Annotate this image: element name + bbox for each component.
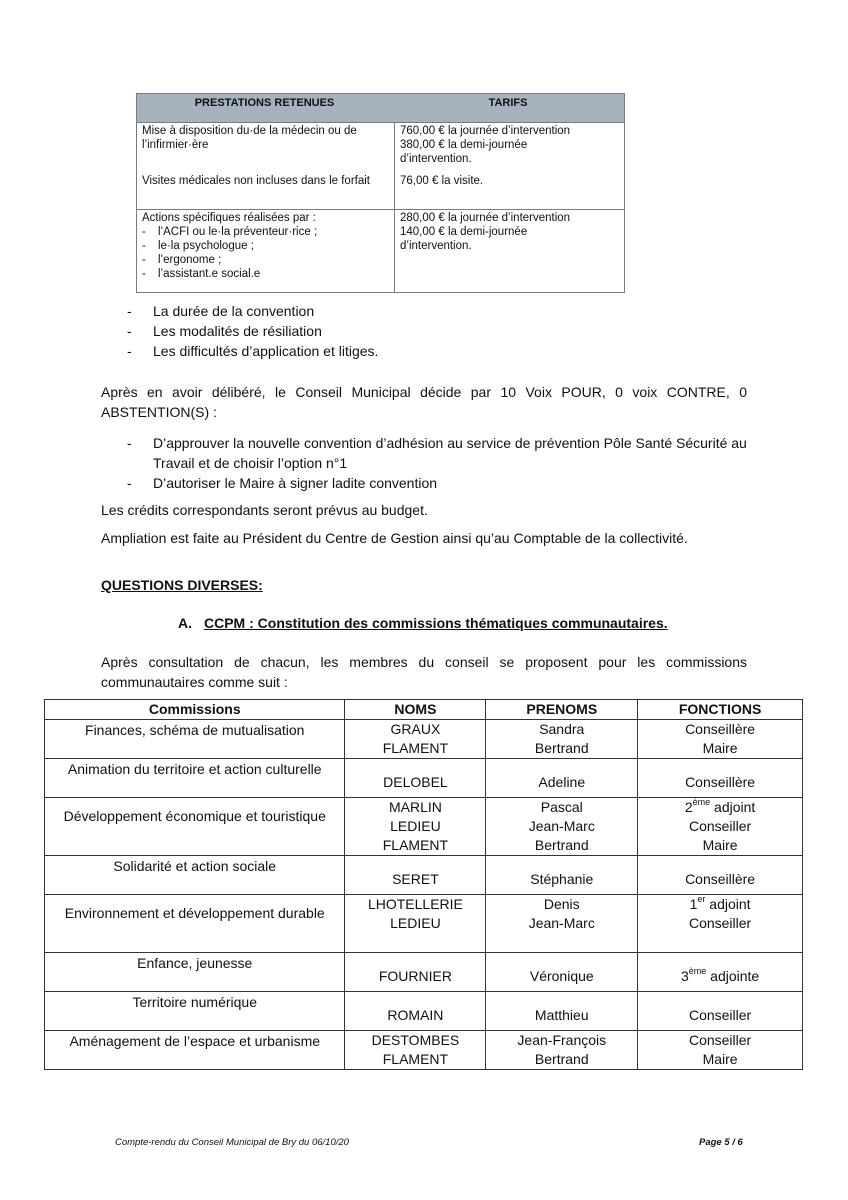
ampliation-text: Ampliation est faite au Président du Centre de Gestion ainsi qu’au Comptable de la collectivité. bbox=[101, 530, 688, 546]
noms-cell bbox=[345, 856, 486, 895]
commission-name: Développement économique et touristique bbox=[45, 798, 345, 856]
nom: DESTOMBES bbox=[371, 1032, 460, 1048]
list-item: - l’ergonome ; bbox=[156, 253, 391, 267]
list-item: La durée de la convention bbox=[153, 303, 315, 319]
credits-text: Les crédits correspondants seront prévus au budget. bbox=[101, 502, 428, 518]
fonctions-cell bbox=[638, 1031, 803, 1070]
table-row bbox=[45, 1031, 803, 1070]
fonctions-cell bbox=[638, 992, 803, 1031]
nom: SERET bbox=[392, 870, 439, 887]
nom: LEDIEU bbox=[390, 915, 441, 931]
nom: MARLIN bbox=[388, 799, 442, 815]
list-item: - l’assistant.e social.e bbox=[156, 267, 391, 281]
prenom: Jean-Marc bbox=[528, 818, 595, 834]
column-header: PRENOMS bbox=[486, 700, 638, 720]
tariff-value: 140,00 € la demi-journée d’intervention. bbox=[400, 226, 528, 252]
fonction: Conseillère bbox=[685, 773, 756, 790]
prenoms-cell bbox=[486, 992, 638, 1031]
nom: LEDIEU bbox=[390, 818, 441, 834]
nom: FLAMENT bbox=[382, 837, 449, 853]
commission-name: Territoire numérique bbox=[45, 992, 345, 1031]
tariff-value: 280,00 € la journée d’intervention bbox=[400, 212, 571, 224]
nom: FLAMENT bbox=[382, 1051, 449, 1067]
section-heading: QUESTIONS DIVERSES: bbox=[101, 577, 263, 593]
fonction: Conseiller bbox=[688, 818, 752, 834]
noms-cell bbox=[345, 759, 486, 798]
noms-cell bbox=[345, 953, 486, 992]
nom: LHOTELLERIE bbox=[367, 896, 463, 912]
prenom: Pascal bbox=[540, 799, 583, 815]
fonction: Conseillère bbox=[685, 721, 756, 737]
noms-cell bbox=[345, 798, 486, 856]
footer-title: Compte-rendu du Conseil Municipal de Bry du 06/10/20 bbox=[115, 1137, 349, 1148]
fonction: Conseiller bbox=[688, 1032, 752, 1048]
noms-cell bbox=[345, 895, 486, 953]
list-item: D’approuver la nouvelle convention d’adhésion au service de prévention Pôle Santé Sécurité au Travail et de choisir l’option n°1 bbox=[153, 435, 747, 471]
intro-text: Après consultation de chacun, les membres du conseil se proposent pour les commissions communautaires comme suit : bbox=[101, 654, 747, 690]
table-row bbox=[45, 720, 803, 759]
column-header: Commissions bbox=[45, 700, 345, 720]
prenom: Jean-François bbox=[517, 1032, 607, 1048]
noms-cell bbox=[345, 992, 486, 1031]
prenom: Véronique bbox=[529, 967, 594, 984]
prenom: Adeline bbox=[538, 773, 586, 790]
commission-name: Animation du territoire et action culturelle bbox=[45, 759, 345, 798]
noms-cell bbox=[345, 720, 486, 759]
commission-name: Solidarité et action sociale bbox=[45, 856, 345, 895]
column-header: NOMS bbox=[345, 700, 486, 720]
page-number: Page 5 / 6 bbox=[699, 1137, 743, 1148]
fonction: Conseiller bbox=[688, 915, 752, 931]
nom: ROMAIN bbox=[387, 1006, 444, 1023]
list-item: Les difficultés d’application et litiges. bbox=[153, 343, 379, 359]
noms-cell bbox=[345, 1031, 486, 1070]
prenom: Denis bbox=[543, 896, 580, 912]
prenom: Stéphanie bbox=[530, 870, 594, 887]
column-header: FONCTIONS bbox=[638, 700, 803, 720]
prenoms-cell bbox=[486, 759, 638, 798]
tariff-table bbox=[136, 93, 625, 293]
table-row bbox=[45, 759, 803, 798]
list-item: - l’ACFI ou le·la préventeur·rice ; bbox=[156, 225, 391, 239]
fonction: Conseiller bbox=[688, 1006, 752, 1023]
table-row bbox=[45, 856, 803, 895]
tariff-row bbox=[137, 123, 624, 210]
table-row bbox=[45, 953, 803, 992]
tariff-prestation: Mise à disposition du·de la médecin ou de l’infirmier·ère bbox=[142, 125, 357, 151]
fonctions-cell bbox=[638, 759, 803, 798]
bullet-dash: - bbox=[127, 323, 132, 339]
table-header-row bbox=[45, 700, 803, 720]
prenoms-cell bbox=[486, 856, 638, 895]
nom: FLAMENT bbox=[382, 740, 449, 756]
prenom: Bertrand bbox=[534, 740, 589, 756]
prenom: Bertrand bbox=[534, 1051, 589, 1067]
prenoms-cell bbox=[486, 953, 638, 992]
tariff-value: 380,00 € la demi-journée d’intervention. bbox=[400, 139, 528, 165]
prenoms-cell bbox=[486, 720, 638, 759]
tariff-actor-list bbox=[142, 225, 391, 281]
fonction: Conseillère bbox=[685, 870, 756, 887]
fonctions-cell bbox=[638, 720, 803, 759]
prenom: Bertrand bbox=[534, 837, 589, 853]
table-row bbox=[45, 798, 803, 856]
fonctions-cell bbox=[638, 856, 803, 895]
bullet-dash: - bbox=[127, 343, 132, 359]
tariff-value: 76,00 € la visite. bbox=[400, 175, 484, 187]
section-letter: A. bbox=[178, 615, 192, 631]
commission-name: Environnement et développement durable bbox=[45, 895, 345, 953]
prenoms-cell bbox=[486, 1031, 638, 1070]
tariff-header bbox=[137, 94, 624, 123]
tariff-value: 760,00 € la journée d’intervention bbox=[400, 125, 571, 137]
prenom: Jean-Marc bbox=[528, 915, 595, 931]
table-row bbox=[45, 895, 803, 953]
nom: DELOBEL bbox=[383, 773, 448, 790]
bullet-dash: - bbox=[127, 475, 132, 491]
fonction: 1er adjoint bbox=[689, 894, 751, 912]
prenoms-cell bbox=[486, 798, 638, 856]
commission-name: Enfance, jeunesse bbox=[45, 953, 345, 992]
tariff-row bbox=[137, 210, 624, 292]
list-item: - le·la psychologue ; bbox=[156, 239, 391, 253]
fonction: Maire bbox=[702, 837, 738, 853]
commission-name: Finances, schéma de mutualisation bbox=[45, 720, 345, 759]
fonctions-cell bbox=[638, 798, 803, 856]
nom: FOURNIER bbox=[378, 967, 452, 984]
fonction: Maire bbox=[702, 1051, 738, 1067]
fonction: 2ème adjoint bbox=[684, 797, 756, 815]
bullet-dash: - bbox=[127, 435, 132, 451]
tariff-header-tarifs: TARIFS bbox=[488, 97, 528, 109]
tariff-header-prestations: PRESTATIONS RETENUES bbox=[194, 97, 335, 109]
fonction: 3ème adjointe bbox=[680, 965, 760, 984]
fonction: Maire bbox=[702, 740, 738, 756]
commissions-table bbox=[44, 699, 803, 1070]
tariff-prestation: Actions spécifiques réalisées par : bbox=[142, 212, 316, 224]
prenom: Sandra bbox=[539, 721, 585, 737]
decision-text: Après en avoir délibéré, le Conseil Municipal décide par 10 Voix POUR, 0 voix CONTRE, 0 ABSTENTION(S) : bbox=[101, 384, 747, 420]
list-item: D’autoriser le Maire à signer ladite convention bbox=[153, 475, 438, 491]
list-item: Les modalités de résiliation bbox=[153, 323, 322, 339]
fonctions-cell bbox=[638, 895, 803, 953]
commission-name: Aménagement de l’espace et urbanisme bbox=[45, 1031, 345, 1070]
nom: GRAUX bbox=[390, 721, 441, 737]
table-row bbox=[45, 992, 803, 1031]
subsection-title: CCPM : Constitution des commissions thématiques communautaires. bbox=[204, 615, 668, 631]
bullet-dash: - bbox=[127, 303, 132, 319]
prenom: Matthieu bbox=[534, 1006, 589, 1023]
prenoms-cell bbox=[486, 895, 638, 953]
fonctions-cell bbox=[638, 953, 803, 992]
tariff-prestation: Visites médicales non incluses dans le forfait bbox=[142, 175, 370, 187]
